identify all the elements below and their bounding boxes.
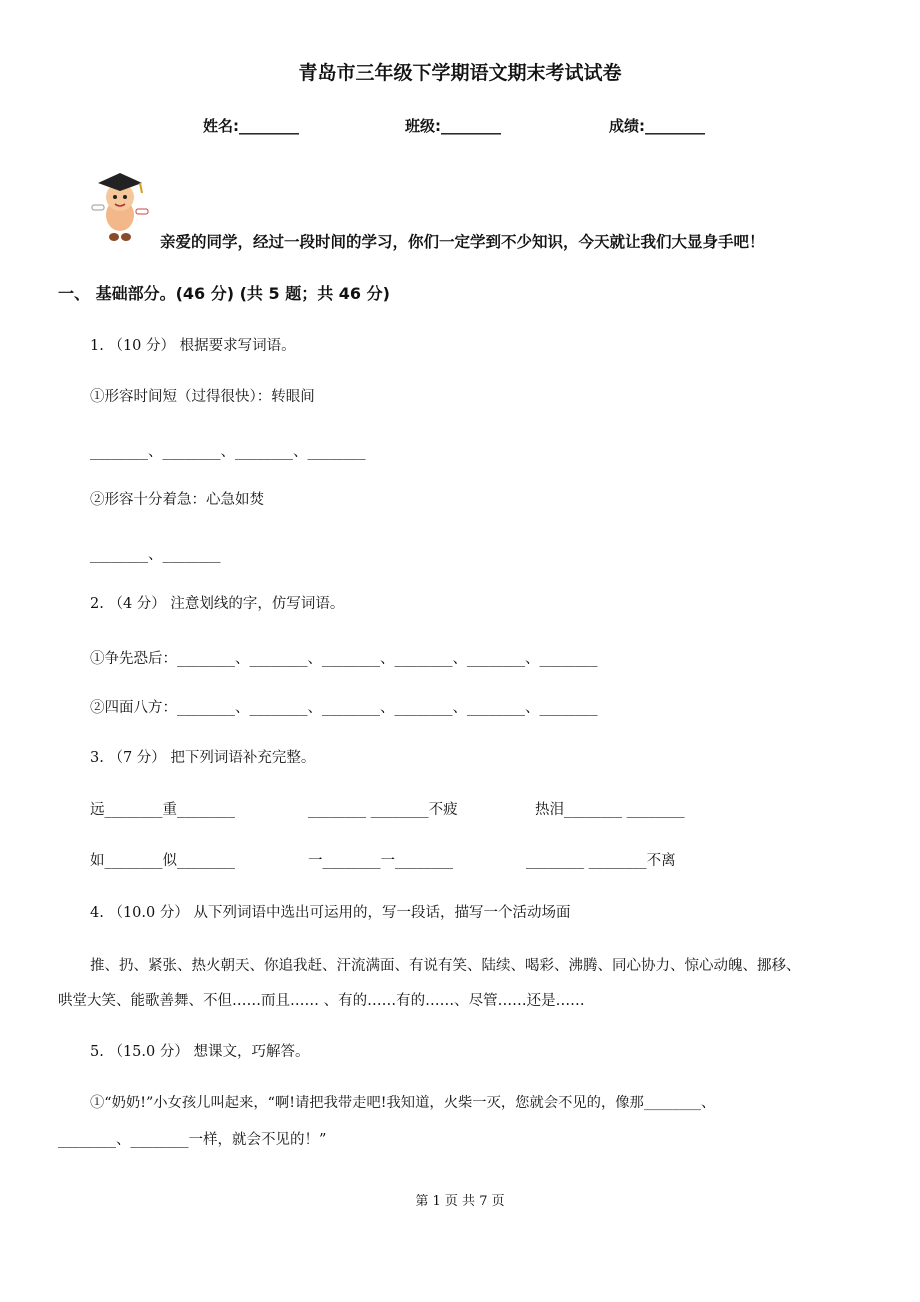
student-mascot-icon — [84, 165, 156, 245]
q1-a-prompt: ①形容时间短（过得很快）：转眼间 — [90, 389, 315, 405]
q3-row1-col3: 热泪________ ________ — [535, 802, 685, 818]
q1-a-blanks: ________、________、________、________ — [90, 444, 366, 460]
q3-stem: 3. （7 分） 把下列词语补充完整。 — [90, 750, 316, 766]
class-field-label: 班级:________ — [405, 117, 501, 135]
q4-stem: 4. （10.0 分） 从下列词语中选出可运用的，写一段话，描写一个活动场面 — [90, 905, 571, 921]
q1-stem: 1. （10 分） 根据要求写词语。 — [90, 338, 296, 354]
page-footer: 第 1 页 共 7 页 — [415, 1194, 505, 1209]
score-field-label: 成绩:________ — [609, 117, 705, 135]
q5-stem: 5. （15.0 分） 想课文，巧解答。 — [90, 1044, 310, 1060]
page-title: 青岛市三年级下学期语文期末考试试卷 — [298, 62, 622, 84]
q1-b-prompt: ②形容十分着急：心急如焚 — [90, 492, 264, 508]
q3-row2-col3: ________ ________不离 — [526, 853, 676, 869]
q3-row1-col1: 远________重________ — [90, 802, 235, 818]
q1-b-blanks: ________、________ — [90, 547, 221, 563]
q4-words-line1: 推、扔、紧张、热火朝天、你追我赶、汗流满面、有说有笑、陆续、喝彩、沸腾、同心协力、惊心动魄、挪移、 — [90, 958, 801, 974]
q2-a: ①争先恐后：________、________、________、________、________、________ — [90, 651, 598, 667]
name-field-label: 姓名:________ — [203, 117, 299, 135]
q5-line1: ①“奶奶!”小女孩儿叫起来，“啊!请把我带走吧!我知道，火柴一灭，您就会不见的，像那________、 — [90, 1095, 716, 1111]
q2-b: ②四面八方：________、________、________、________、________、________ — [90, 700, 598, 716]
q5-line2: ________、________一样，就会不见的！” — [58, 1132, 327, 1148]
section-heading: 一、 基础部分。(46 分) (共 5 题；共 46 分) — [58, 284, 390, 303]
q3-row2-col2: 一________一________ — [308, 853, 453, 869]
greeting-text: 亲爱的同学，经过一段时间的学习，你们一定学到不少知识，今天就让我们大显身手吧！ — [160, 233, 765, 251]
q2-stem: 2. （4 分） 注意划线的字，仿写词语。 — [90, 596, 345, 612]
q4-words-line2: 哄堂大笑、能歌善舞、不但……而且…… 、有的……有的……、尽管……还是…… — [58, 993, 585, 1009]
q3-row2-col1: 如________似________ — [90, 853, 235, 869]
q3-row1-col2: ________ ________不疲 — [308, 802, 458, 818]
